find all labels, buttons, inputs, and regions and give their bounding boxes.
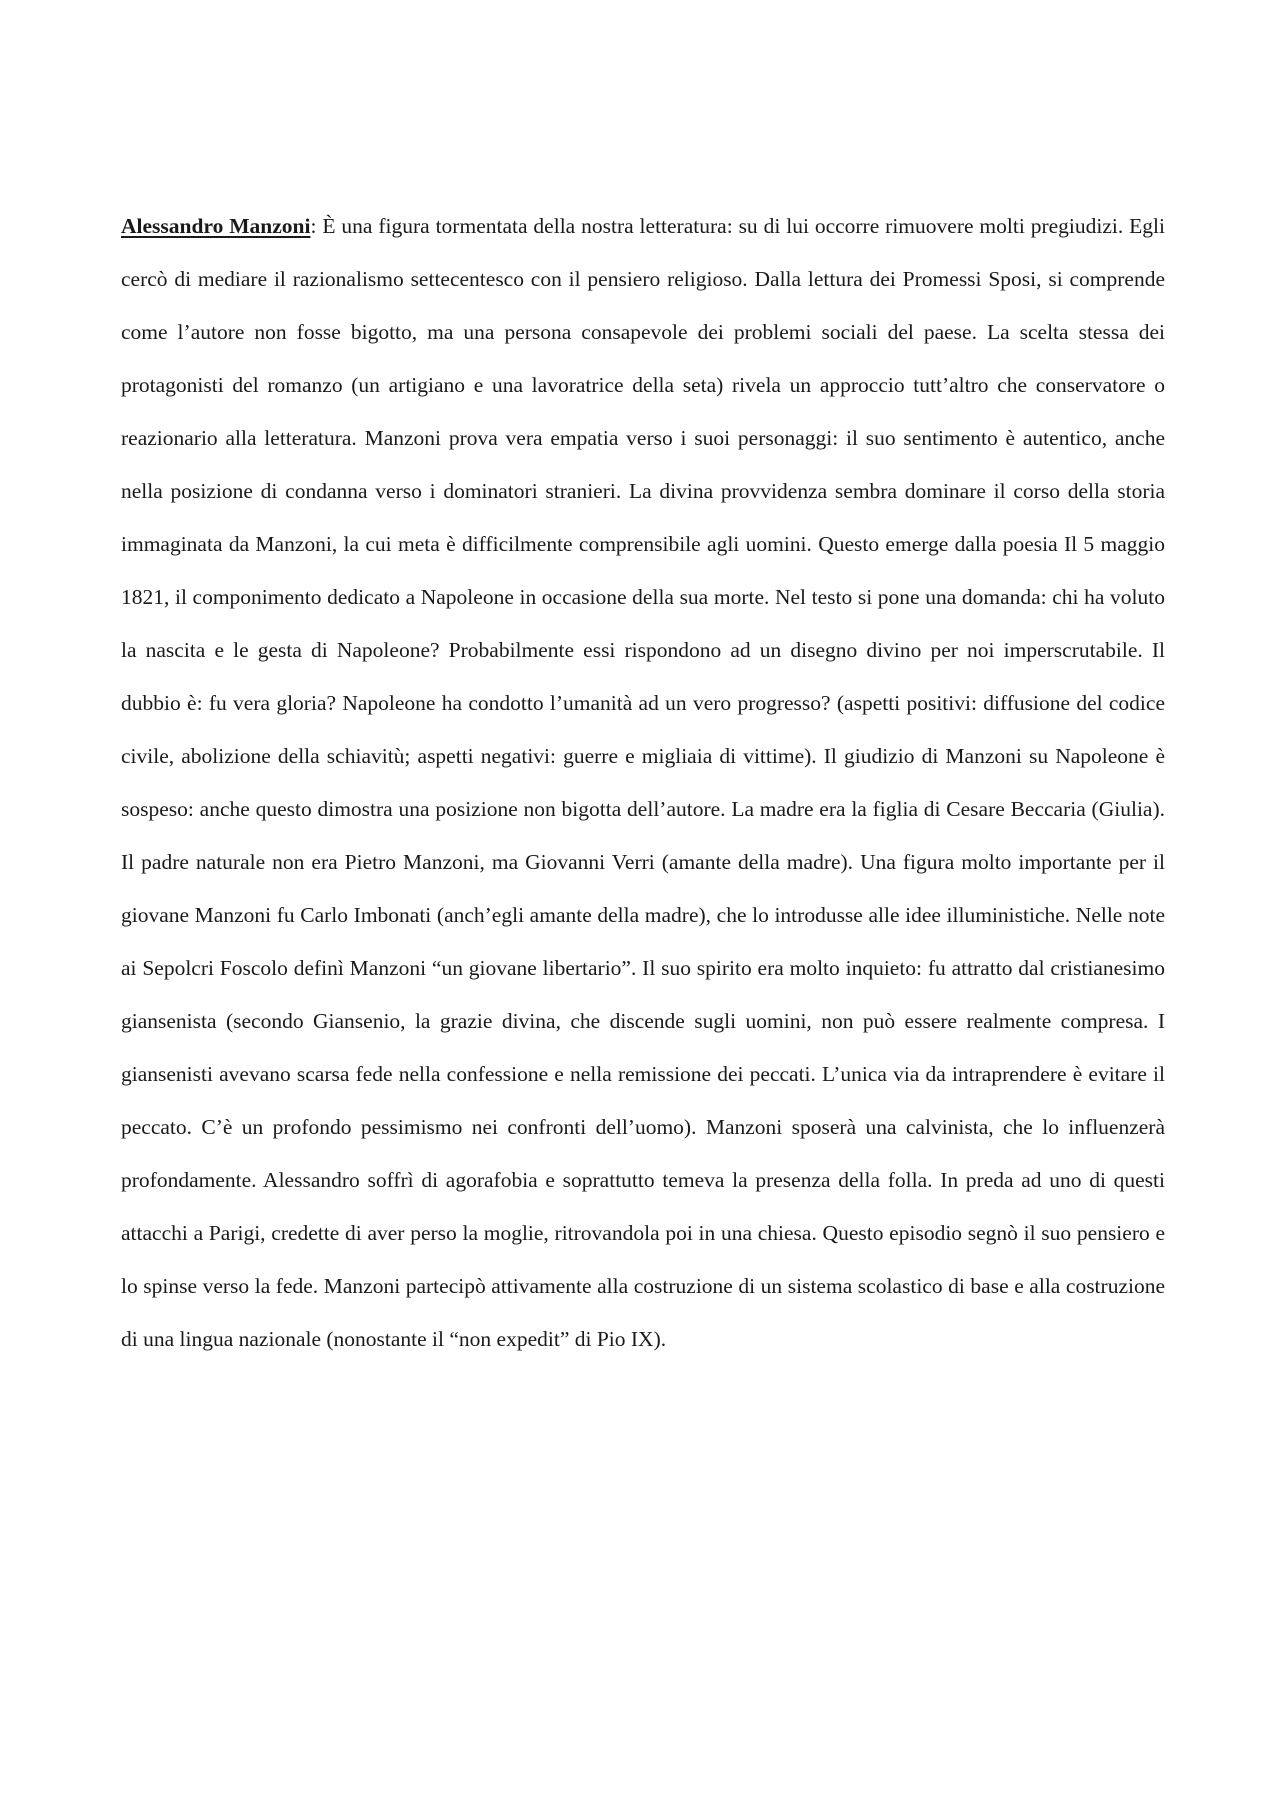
- body-paragraph: [121, 200, 1165, 1366]
- heading-name: Alessandro Manzoni: [121, 214, 311, 238]
- paragraph-text: : È una figura tormentata della nostra letteratura: su di lui occorre rimuovere molti pregiudizi. Egli cercò di mediare il razionalismo settecentesco con il pensiero religioso. Dalla lettura dei Promessi Sposi, si comprende come l’autore non fosse bigotto, ma una persona consapevole dei problemi sociali del paese. La scelta stessa dei protagonisti del romanzo (un artigiano e una lavoratrice della seta) rivela un approccio tutt’altro che conservatore o reazionario alla letteratura. Manzoni prova vera empatia verso i suoi personaggi: il suo sentimento è autentico, anche nella posizione di condanna verso i dominatori stranieri. La divina provvidenza sembra dominare il corso della storia immaginata da Manzoni, la cui meta è difficilmente comprensibile agli uomini. Questo emerge dalla poesia Il 5 maggio 1821, il componimento dedicato a Napoleone in occasione della sua morte. Nel testo si pone una domanda: chi ha voluto la nascita e le gesta di Napoleone? Probabilmente essi rispondono ad un disegno divino per noi imperscrutabile. Il dubbio è: fu vera gloria? Napoleone ha condotto l’umanità ad un vero progresso? (aspetti positivi: diffusione del codice civile, abolizione della schiavitù; aspetti negativi: guerre e migliaia di vittime). Il giudizio di Manzoni su Napoleone è sospeso: anche questo dimostra una posizione non bigotta dell’autore. La madre era la figlia di Cesare Beccaria (Giulia). Il padre naturale non era Pietro Manzoni, ma Giovanni Verri (amante della madre). Una figura molto importante per il giovane Manzoni fu Carlo Imbonati (anch’egli amante della madre), che lo introdusse alle idee illuministiche. Nelle note ai Sepolcri Foscolo definì Manzoni “un giovane libertario”. Il suo spirito era molto inquieto: fu attratto dal cristianesimo giansenista (secondo Giansenio, la grazie divina, che discende sugli uomini, non può essere realmente compresa. I giansenisti avevano scarsa fede nella confessione e nella remissione dei peccati. L’unica via da intraprendere è evitare il peccato. C’è un profondo pessimismo nei confronti dell’uomo). Manzoni sposerà una calvinista, che lo influenzerà profondamente. Alessandro soffrì di agorafobia e soprattutto temeva la presenza della folla. In preda ad uno di questi attacchi a Parigi, credette di aver perso la moglie, ritrovandola poi in una chiesa. Questo episodio segnò il suo pensiero e lo spinse verso la fede. Manzoni partecipò attivamente alla costruzione di un sistema scolastico di base e alla costruzione di una lingua nazionale (nonostante il “non expedit” di Pio IX).: [121, 214, 1165, 1351]
